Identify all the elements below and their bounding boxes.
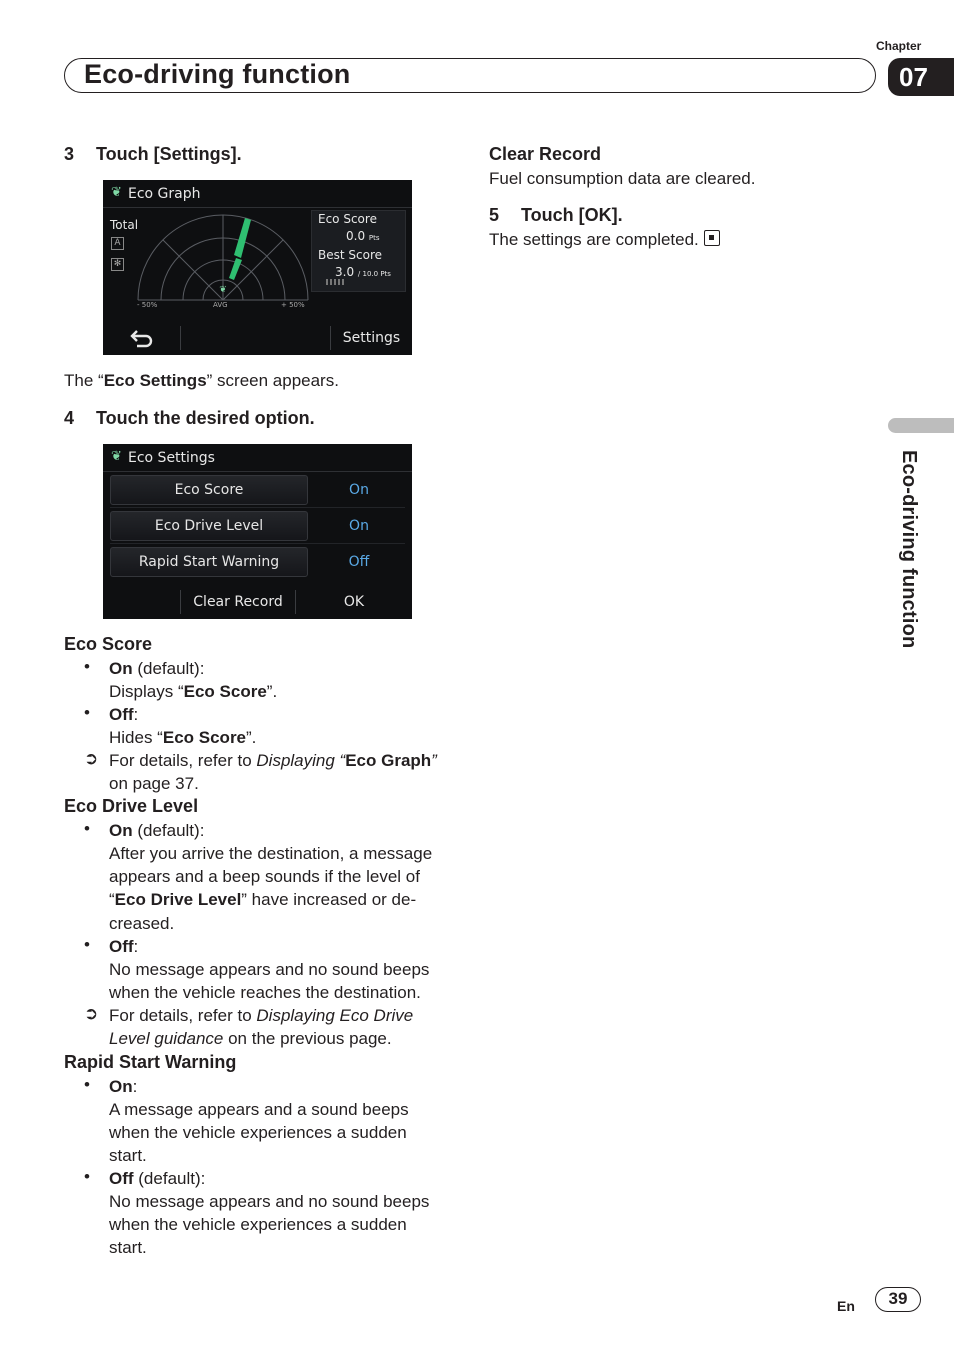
eco-drive-level-on-item: On (default): <box>109 821 205 840</box>
side-tab-bar <box>888 418 954 433</box>
clear-record-heading: Clear Record <box>489 144 602 164</box>
eco-score-off-item: Off: <box>109 705 139 724</box>
eco-score-unit: Pts <box>368 234 380 242</box>
best-score-value: 3.0 <box>335 265 355 279</box>
best-score-label: Best Score <box>318 248 382 262</box>
step-number: 3 <box>64 144 75 164</box>
side-tab-label: Eco-driving function <box>898 450 920 649</box>
page-title: Eco-driving function <box>84 59 351 89</box>
page-number: 39 <box>875 1287 921 1312</box>
eco-score-heading: Eco Score <box>64 634 153 654</box>
axis-left-label: - 50% <box>137 301 158 309</box>
bullet: • <box>84 1075 90 1094</box>
eco-drive-level-heading: Eco Drive Level <box>64 796 199 816</box>
bullet: • <box>84 703 90 722</box>
eco-drive-level-on-desc-3: “Eco Drive Level” have increased or de- <box>109 890 417 909</box>
rapid-start-off-item: Off (default): <box>109 1169 206 1188</box>
eco-score-row <box>318 228 405 247</box>
eco-score-option-button[interactable]: Eco Score <box>110 475 308 505</box>
eco-score-option-value[interactable]: On <box>349 482 369 498</box>
clear-record-desc: Fuel consumption data are cleared. <box>489 169 756 188</box>
eco-graph-screen <box>103 180 412 355</box>
eco-drive-level-off-desc-1: No message appears and no sound beeps <box>109 960 430 979</box>
chapter-number-tab: 07 <box>888 58 954 96</box>
total-label: Total <box>110 218 139 232</box>
step-number: 4 <box>64 408 75 428</box>
eco-drive-level-on-desc-2: appears and a beep sounds if the level of <box>109 867 420 886</box>
arrow-icon: ➲ <box>84 749 99 768</box>
graph-segment-outer <box>234 218 251 258</box>
eco-drive-level-off-desc-2: when the vehicle reaches the destination. <box>109 983 421 1002</box>
screen-appears-text: The “Eco Settings” screen appears. <box>64 371 339 390</box>
eco-drive-level-off-item: Off: <box>109 937 139 956</box>
eco-drive-level-reference-2: Level guidance on the previous page. <box>109 1029 392 1048</box>
settings-completed-text: The settings are completed. <box>489 228 720 251</box>
step-5 <box>489 205 623 226</box>
rapid-start-warning-heading: Rapid Start Warning <box>64 1052 237 1072</box>
softkey-bar <box>103 585 412 619</box>
step-number: 5 <box>489 205 500 225</box>
graph-segment-inner <box>229 258 242 280</box>
eco-score-label: Eco Score <box>318 212 377 226</box>
graph-leaf-icon: ❦ <box>219 285 227 295</box>
best-score-suffix: / 10.0 Pts <box>357 270 391 278</box>
eco-drive-level-reference: For details, refer to Displaying Eco Drive <box>109 1006 414 1025</box>
eco-score-on-desc: Displays “Eco Score”. <box>109 682 278 701</box>
rapid-start-warning-option-button[interactable]: Rapid Start Warning <box>110 547 308 577</box>
screen-title-bar <box>103 180 412 208</box>
eco-settings-screen <box>103 444 412 619</box>
softkey-divider <box>180 326 181 350</box>
eco-score-reference: For details, refer to Displaying “Eco Graph” <box>109 751 437 770</box>
eco-drive-level-on-desc-4: creased. <box>109 914 175 933</box>
leaf-icon: ❦ <box>111 449 122 464</box>
axis-mid-label: AVG <box>213 301 228 309</box>
score-bar <box>326 279 346 285</box>
back-arrow-icon <box>129 328 155 348</box>
rapid-start-on-desc-2: when the vehicle experiences a sudden <box>109 1123 407 1142</box>
settings-button[interactable]: Settings <box>342 330 401 346</box>
step-4 <box>64 408 315 429</box>
back-button[interactable] <box>103 321 180 355</box>
language-label: En <box>837 1298 855 1314</box>
ok-button[interactable]: OK <box>343 594 365 610</box>
leaf-icon: ❦ <box>111 185 122 200</box>
step-text: Touch the desired option. <box>96 408 315 428</box>
eco-drive-level-on-desc-1: After you arrive the destination, a message <box>109 844 433 863</box>
eco-drive-level-option-value[interactable]: On <box>349 518 369 534</box>
graph-axis-left <box>163 240 223 300</box>
axis-right-label: + 50% <box>281 301 305 309</box>
screen-title-bar <box>103 444 412 472</box>
rapid-start-on-item: On: <box>109 1077 138 1096</box>
rapid-start-on-desc-3: start. <box>109 1146 147 1165</box>
step-text: Touch [OK]. <box>521 205 623 225</box>
step-text: Touch [Settings]. <box>96 144 242 164</box>
eco-drive-level-option-button[interactable]: Eco Drive Level <box>110 511 308 541</box>
rapid-start-off-desc-3: start. <box>109 1238 147 1257</box>
end-mark-icon <box>704 230 720 246</box>
rapid-start-off-desc-1: No message appears and no sound beeps <box>109 1192 430 1211</box>
rapid-start-warning-option-value[interactable]: Off <box>348 554 370 570</box>
row-divider <box>110 543 405 544</box>
mode-a-icon[interactable]: A <box>111 237 124 250</box>
eco-score-off-desc: Hides “Eco Score”. <box>109 728 257 747</box>
snowflake-icon[interactable]: ✻ <box>111 258 124 271</box>
rapid-start-off-desc-2: when the vehicle experiences a sudden <box>109 1215 407 1234</box>
bullet: • <box>84 657 90 676</box>
screen-title: Eco Graph <box>128 186 201 202</box>
chapter-label: Chapter <box>876 39 922 53</box>
bullet: • <box>84 1167 90 1186</box>
row-divider <box>110 507 405 508</box>
rapid-start-on-desc-1: A message appears and a sound beeps <box>109 1100 409 1119</box>
step-3 <box>64 144 242 165</box>
softkey-bar <box>103 321 412 355</box>
score-panel <box>311 210 406 292</box>
bullet: • <box>84 935 90 954</box>
bullet: • <box>84 819 90 838</box>
eco-score-reference-page: on page 37. <box>109 774 199 793</box>
clear-record-button[interactable]: Clear Record <box>193 594 283 610</box>
eco-score-value: 0.0 <box>346 229 366 243</box>
eco-score-on-item: On (default): <box>109 659 205 678</box>
arrow-icon: ➲ <box>84 1004 99 1023</box>
screen-title: Eco Settings <box>128 450 215 466</box>
